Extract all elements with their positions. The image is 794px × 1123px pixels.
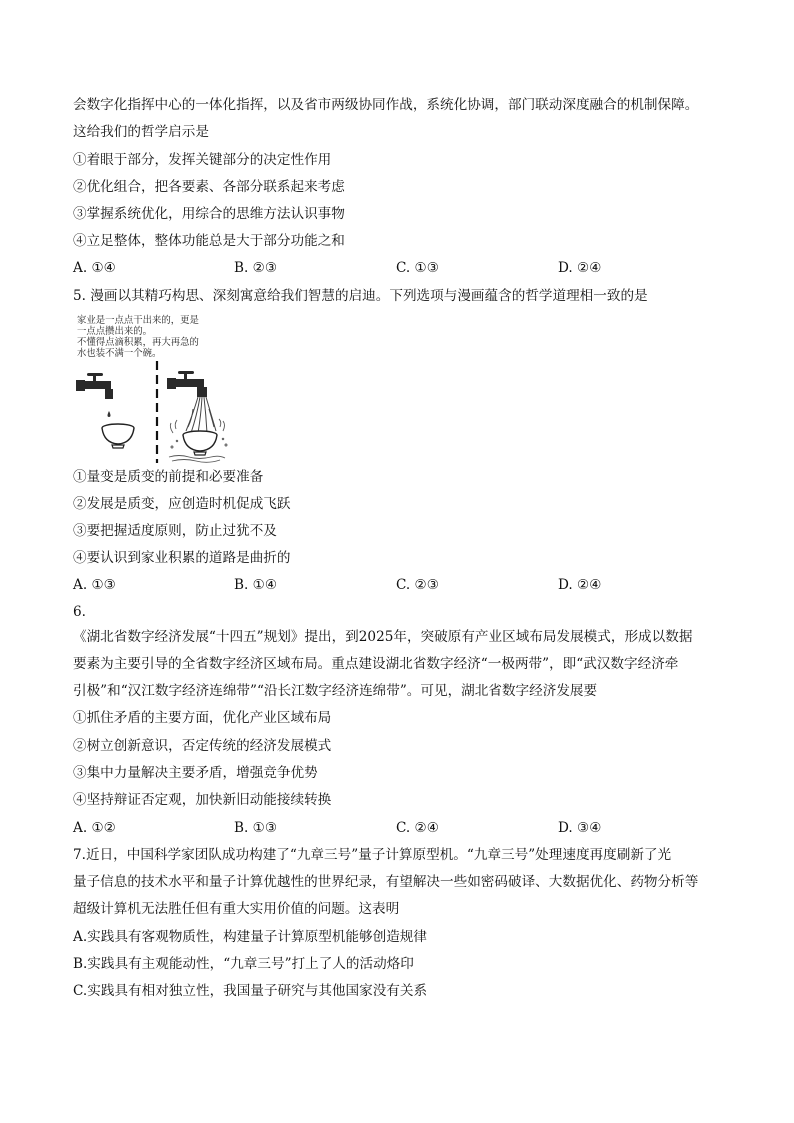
q7-option-b[interactable]: B.实践具有主观能动性，“九章三号”打上了人的活动烙印: [73, 956, 414, 972]
q5-option-d[interactable]: D. ②④: [558, 577, 602, 593]
q4-item-2: ②优化组合，把各要素、各部分联系起来考虑: [73, 179, 345, 195]
right-faucet-icon: [167, 371, 207, 397]
q6-option-b[interactable]: B. ①③: [234, 820, 278, 836]
q5-stem: 5. 漫画以其精巧构思、深刻寓意给我们智慧的启迪。下列选项与漫画蕴含的哲学道理相一致的是: [73, 288, 648, 304]
q6-item-4: ④坚持辩证否定观，加快新旧动能接续转换: [73, 792, 332, 808]
q6-stem-line-1: 《湖北省数字经济发展“十四五”规划》提出，到2025年，突破原有产业区域布局发展模式，形成以数据: [73, 629, 693, 645]
q5-options: [73, 575, 733, 595]
q5-option-b[interactable]: B. ①④: [234, 577, 278, 593]
q4-option-c[interactable]: C. ①③: [396, 260, 439, 276]
cartoon-caption-line-4: 水也装不满一个碗。: [77, 348, 162, 359]
q4-options: [73, 258, 733, 278]
q6-option-c[interactable]: C. ②④: [396, 820, 439, 836]
q6-stem-line-3: 引极”和“汉江数字经济连绵带”“沿长江数字经济连绵带”。可见，湖北省数字经济发展要: [73, 683, 598, 699]
q4-stem-line-1: 会数字化指挥中心的一体化指挥，以及省市两级协同作战，系统化协调，部门联动深度融合的机制保障。: [73, 97, 699, 113]
q6-option-a[interactable]: A. ①②: [73, 820, 116, 836]
q4-option-a[interactable]: A. ①④: [73, 260, 116, 276]
cartoon-caption-line-3: 不懂得点滴积累，再大再急的: [77, 337, 199, 348]
left-faucet-icon: [76, 373, 113, 399]
q4-option-d[interactable]: D. ②④: [558, 260, 602, 276]
q4-stem-line-2: 这给我们的哲学启示是: [73, 124, 209, 140]
q7-stem-line-3: 超级计算机无法胜任但有重大实用价值的问题。这表明: [73, 901, 400, 917]
cartoon-caption-line-1: 家业是一点点干出来的，更是: [77, 315, 199, 326]
q7-stem-line-1: 7.近日，中国科学家团队成功构建了“九章三号”量子计算原型机。“九章三号”处理速度再度刷新了光: [73, 847, 672, 863]
q5-item-4: ④要认识到家业积累的道路是曲折的: [73, 550, 291, 566]
q4-item-1: ①着眼于部分，发挥关键部分的决定性作用: [73, 152, 332, 168]
q6-options: [73, 818, 733, 838]
q5-cartoon: [73, 314, 228, 464]
q6-item-3: ③集中力量解决主要矛盾，增强竞争优势: [73, 765, 318, 781]
cartoon-caption-line-2: 一点点攒出来的。: [77, 326, 153, 337]
q5-option-a[interactable]: A. ①③: [73, 577, 116, 593]
cartoon-drawing: [73, 359, 228, 464]
q6-option-d[interactable]: D. ③④: [558, 820, 602, 836]
left-bowl-icon: [102, 424, 134, 448]
q5-item-1: ①量变是质变的前提和必要准备: [73, 469, 264, 485]
q4-item-4: ④立足整体，整体功能总是大于部分功能之和: [73, 233, 345, 249]
q5-item-2: ②发展是质变，应创造时机促成飞跃: [73, 496, 291, 512]
q7-option-c[interactable]: C.实践具有相对独立性，我国量子研究与其他国家没有关系: [73, 983, 428, 999]
q6-item-2: ②树立创新意识，否定传统的经济发展模式: [73, 738, 332, 754]
q6-number: 6.: [73, 604, 86, 620]
q7-stem-line-2: 量子信息的技术水平和量子计算优越性的世界纪录，有望解决一些如密码破译、大数据优化、药物分析等: [73, 874, 699, 890]
q5-item-3: ③要把握适度原则，防止过犹不及: [73, 523, 277, 539]
water-stream-icon: [186, 397, 216, 433]
q6-stem-line-2: 要素为主要引导的全省数字经济区域布局。重点建设湖北省数字经济“一极两带”，即“武汉数字经济牵: [73, 656, 679, 672]
q4-option-b[interactable]: B. ②③: [234, 260, 278, 276]
water-drop-icon: [108, 411, 111, 417]
q4-item-3: ③掌握系统优化，用综合的思维方法认识事物: [73, 206, 345, 222]
right-bowl-icon: [183, 431, 217, 455]
q5-option-c[interactable]: C. ②③: [396, 577, 439, 593]
q7-option-a[interactable]: A.实践具有客观物质性，构建量子计算原型机能够创造规律: [73, 929, 427, 945]
q6-item-1: ①抓住矛盾的主要方面，优化产业区域布局: [73, 710, 332, 726]
